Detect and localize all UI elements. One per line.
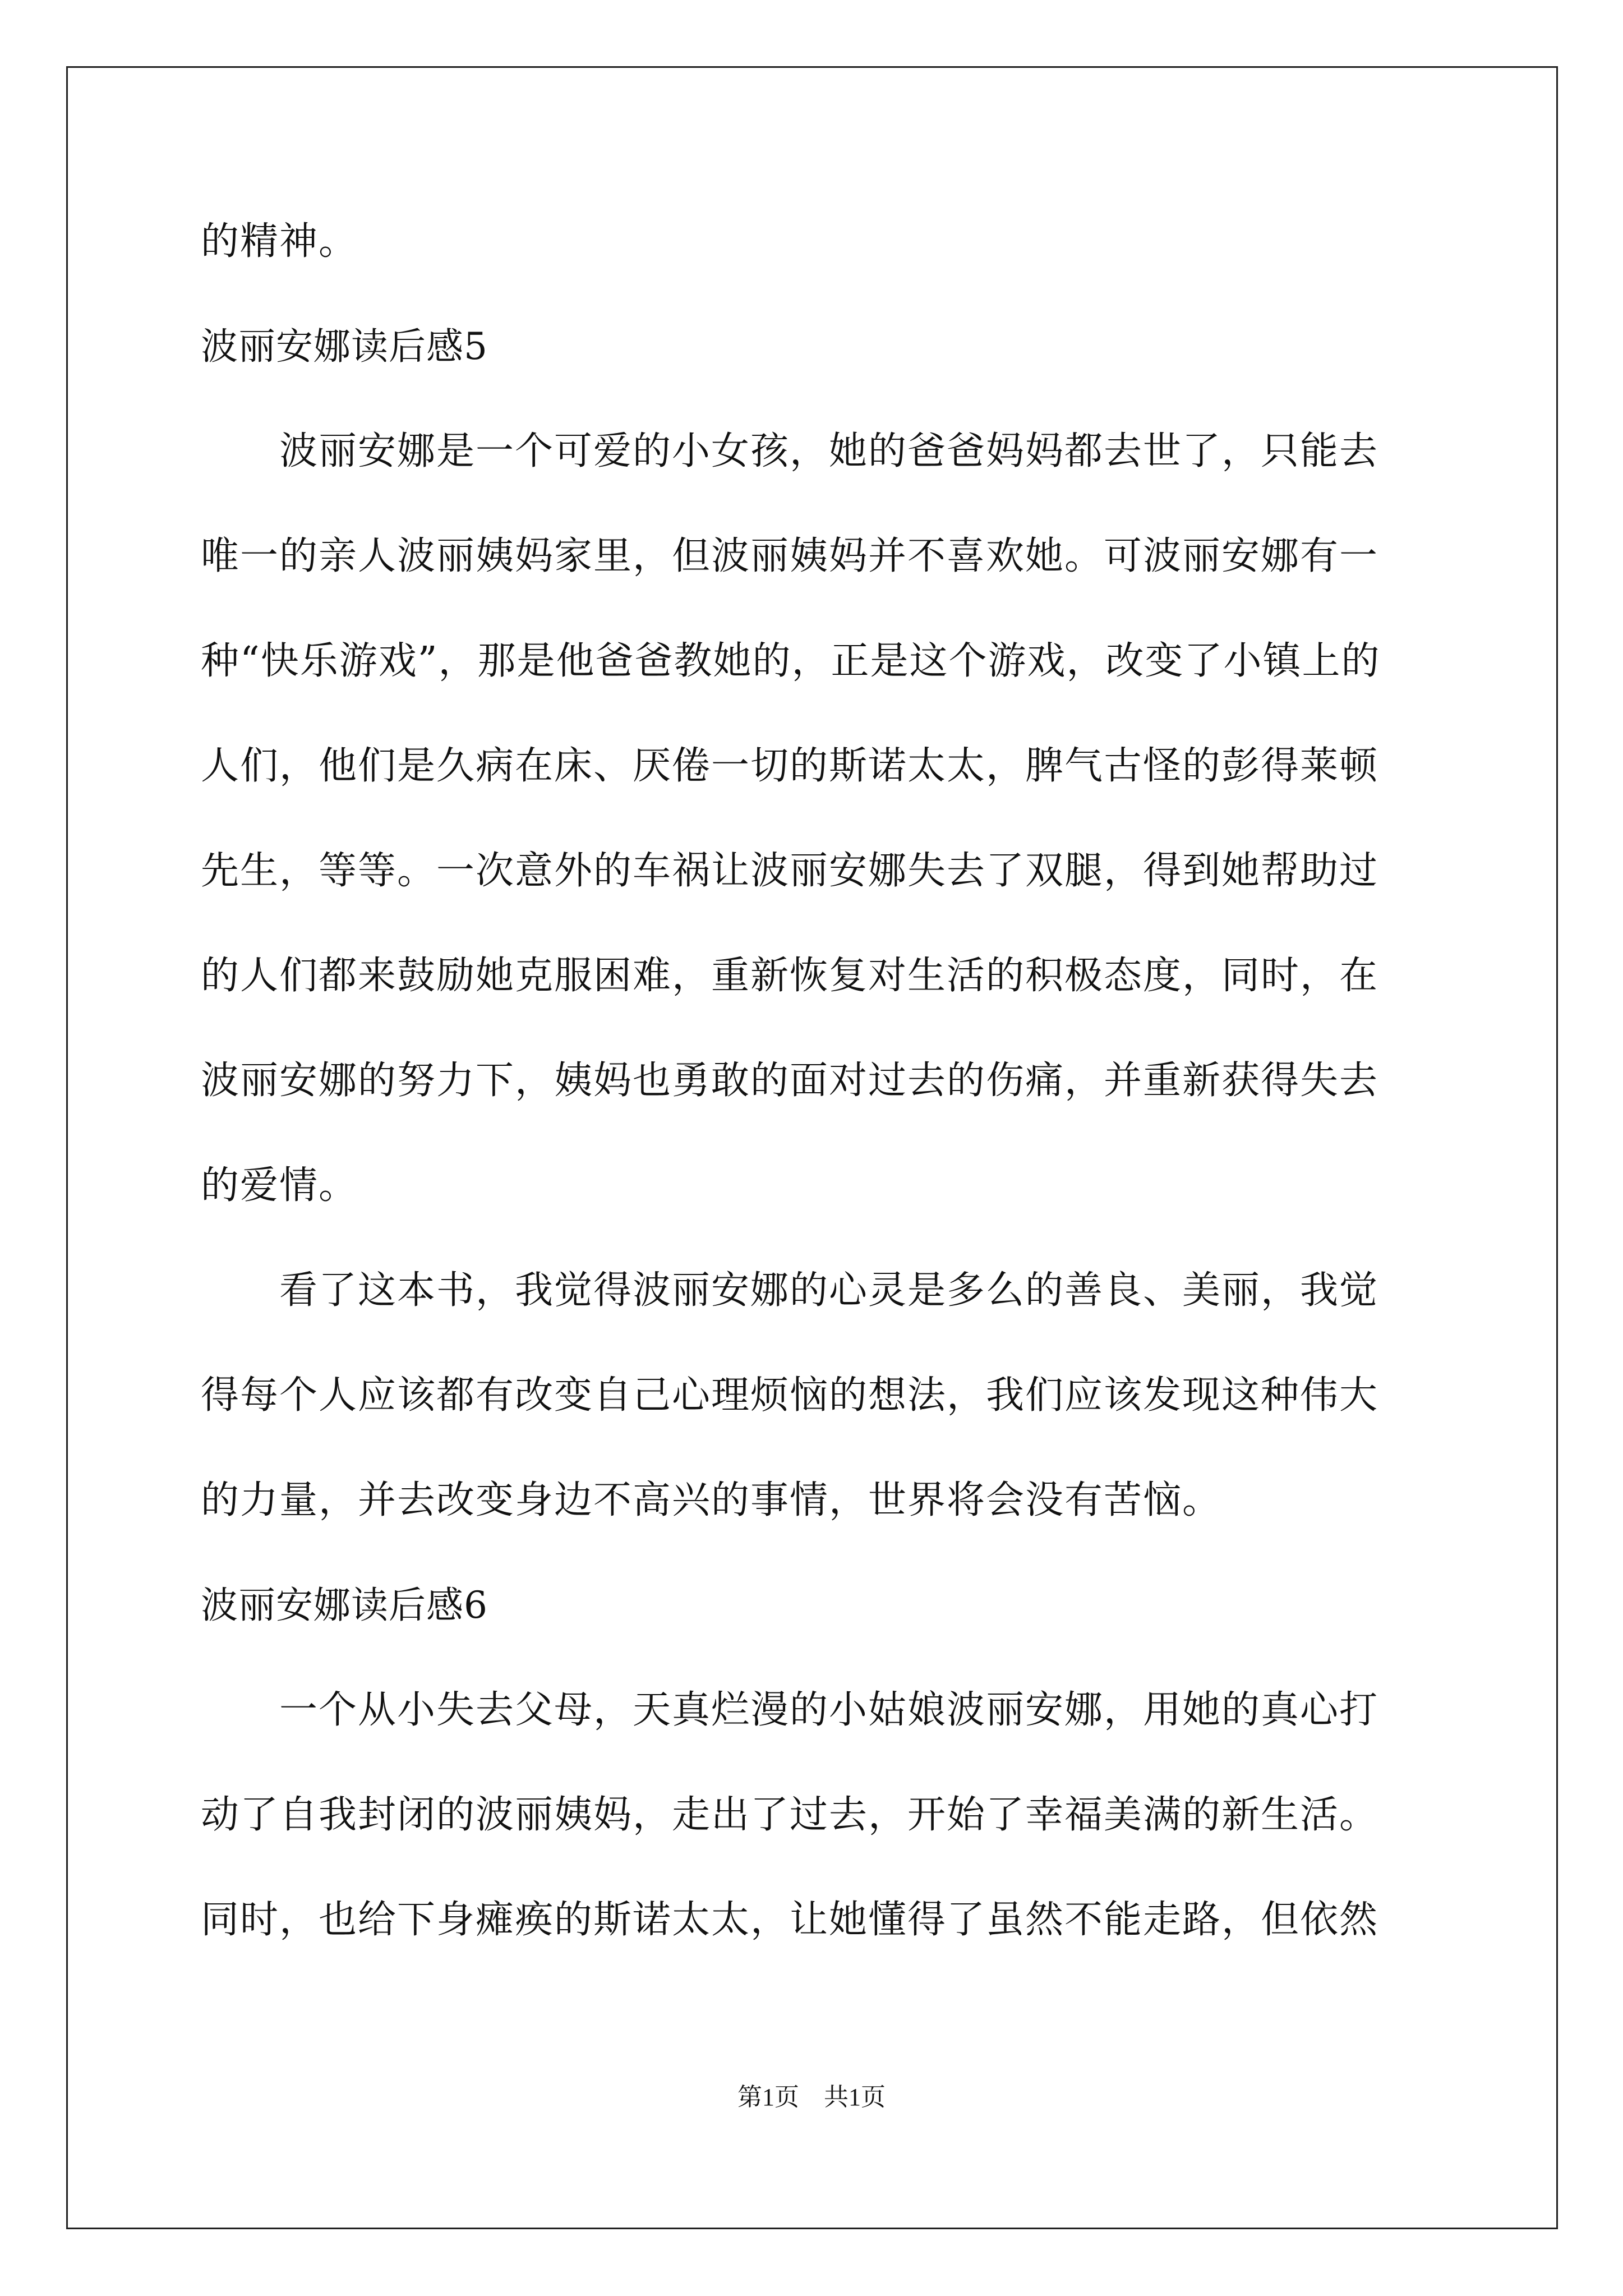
paragraph-line: 种“快乐游戏”，那是他爸爸教她的，正是这个游戏，改变了小镇上的 (201, 639, 1381, 683)
paragraph-line: 一个从小失去父母，天真烂漫的小姑娘波丽安娜，用她的真心打 (201, 1688, 1379, 1732)
section-heading: 波丽安娜读后感5 (201, 325, 488, 368)
paragraph-line: 波丽安娜的努力下，姨妈也勇敢的面对过去的伤痛，并重新获得失去 (201, 1059, 1379, 1103)
paragraph-line: 波丽安娜是一个可爱的小女孩，她的爸爸妈妈都去世了，只能去 (201, 429, 1379, 473)
section-heading: 波丽安娜读后感6 (201, 1584, 488, 1627)
paragraph-line: 的人们都来鼓励她克服困难，重新恢复对生活的积极态度，同时，在 (201, 954, 1379, 998)
paragraph-line: 先生，等等。一次意外的车祸让波丽安娜失去了双腿，得到她帮助过 (201, 849, 1379, 893)
paragraph-line: 唯一的亲人波丽姨妈家里，但波丽姨妈并不喜欢她。可波丽安娜有一 (201, 534, 1379, 578)
paragraph-line: 同时，也给下身瘫痪的斯诺太太，让她懂得了虽然不能走路，但依然 (201, 1898, 1379, 1942)
paragraph-line: 人们，他们是久病在床、厌倦一切的斯诺太太，脾气古怪的彭得莱顿 (201, 744, 1379, 788)
page-number-footer: 第1页 共1页 (737, 2083, 886, 2111)
paragraph-line: 的力量，并去改变身边不高兴的事情，世界将会没有苦恼。 (201, 1478, 1222, 1522)
paragraph-line: 的爱情。 (201, 1163, 358, 1208)
paragraph-line: 得每个人应该都有改变自己心理烦恼的想法，我们应该发现这种伟大 (201, 1373, 1379, 1418)
paragraph-line: 看了这本书，我觉得波丽安娜的心灵是多么的善良、美丽，我觉 (201, 1268, 1379, 1313)
paragraph-line: 的精神。 (201, 219, 358, 264)
paragraph-line: 动了自我封闭的波丽姨妈，走出了过去，开始了幸福美满的新生活。 (201, 1793, 1379, 1837)
